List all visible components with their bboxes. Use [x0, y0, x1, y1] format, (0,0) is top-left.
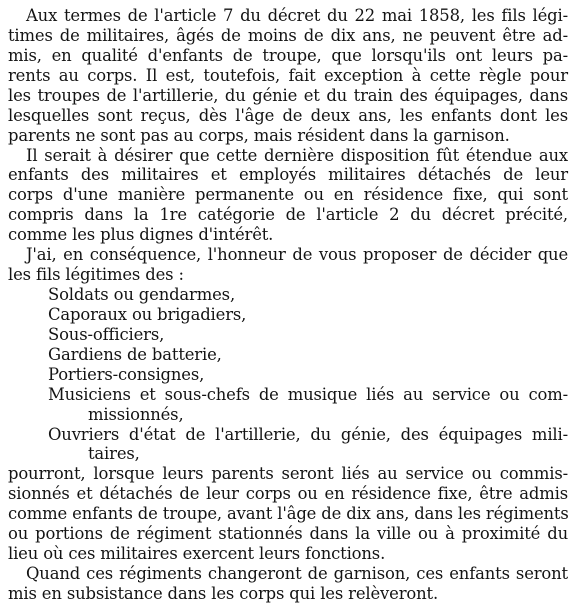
list-item: Caporaux ou brigadiers,	[48, 304, 247, 324]
text-line: comme les plus dignes d'intérêt.	[8, 225, 274, 245]
list-item: Gardiens de batterie,	[48, 344, 222, 364]
text-line: pourront, lorsque leurs parents seront liés au service ou commis-	[8, 464, 568, 484]
text-line: lesquelles sont reçus, dès l'âge de deux ans, les enfants dont les	[8, 105, 568, 125]
text-line: parents ne sont pas au corps, mais résident dans la garnison.	[8, 125, 510, 145]
text-line: les troupes de l'artillerie, du génie et du train des équipages, dans	[8, 85, 568, 105]
list-item: Soldats ou gendarmes,	[48, 285, 236, 305]
text-line: Il serait à désirer que cette dernière disposition fût étendue aux	[26, 145, 568, 165]
text-line: sionnés et détachés de leur corps ou en résidence fixe, être admis	[8, 484, 568, 504]
list-item: Musiciens et sous-chefs de musique liés au service ou com-	[48, 384, 568, 404]
text-line: comme enfants de troupe, avant l'âge de dix ans, dans les régiments	[8, 504, 569, 524]
list-item: Ouvriers d'état de l'artillerie, du génie, des équipages mili-	[48, 424, 568, 444]
text-line: Aux termes de l'article 7 du décret du 22 mai 1858, les fils légi-	[26, 6, 568, 25]
list-item-continuation: taires,	[88, 444, 140, 464]
text-line: les fils légitimes des :	[8, 265, 184, 285]
text-line: Quand ces régiments changeront de garnison, ces enfants seront	[26, 564, 568, 584]
text-line: rents au corps. Il est, toutefois, fait exception à cette règle pour	[8, 65, 568, 85]
list-item: Portiers-consignes,	[48, 364, 205, 384]
text-line: enfants des militaires et employés militaires détachés de leur	[8, 165, 568, 185]
text-line: ou portions de régiment stationnés dans la ville ou à proximité du	[8, 524, 568, 544]
text-line: J'ai, en conséquence, l'honneur de vous proposer de décider que	[26, 245, 568, 265]
text-line: corps d'une manière permanente ou en résidence fixe, qui sont	[8, 185, 568, 205]
text-line: lieu où ces militaires exercent leurs fonctions.	[8, 544, 386, 564]
text-line: times de militaires, âgés de moins de dix ans, ne peuvent être ad-	[8, 25, 568, 45]
text-line: mis, en qualité d'enfants de troupe, que lorsqu'ils ont leurs pa-	[8, 45, 568, 65]
text-line: compris dans la 1re catégorie de l'article 2 du décret précité,	[8, 205, 568, 225]
text-line: mis en subsistance dans les corps qui les relèveront.	[8, 584, 439, 603]
list-item: Sous-officiers,	[48, 324, 165, 344]
list-item-continuation: missionnés,	[88, 404, 184, 424]
